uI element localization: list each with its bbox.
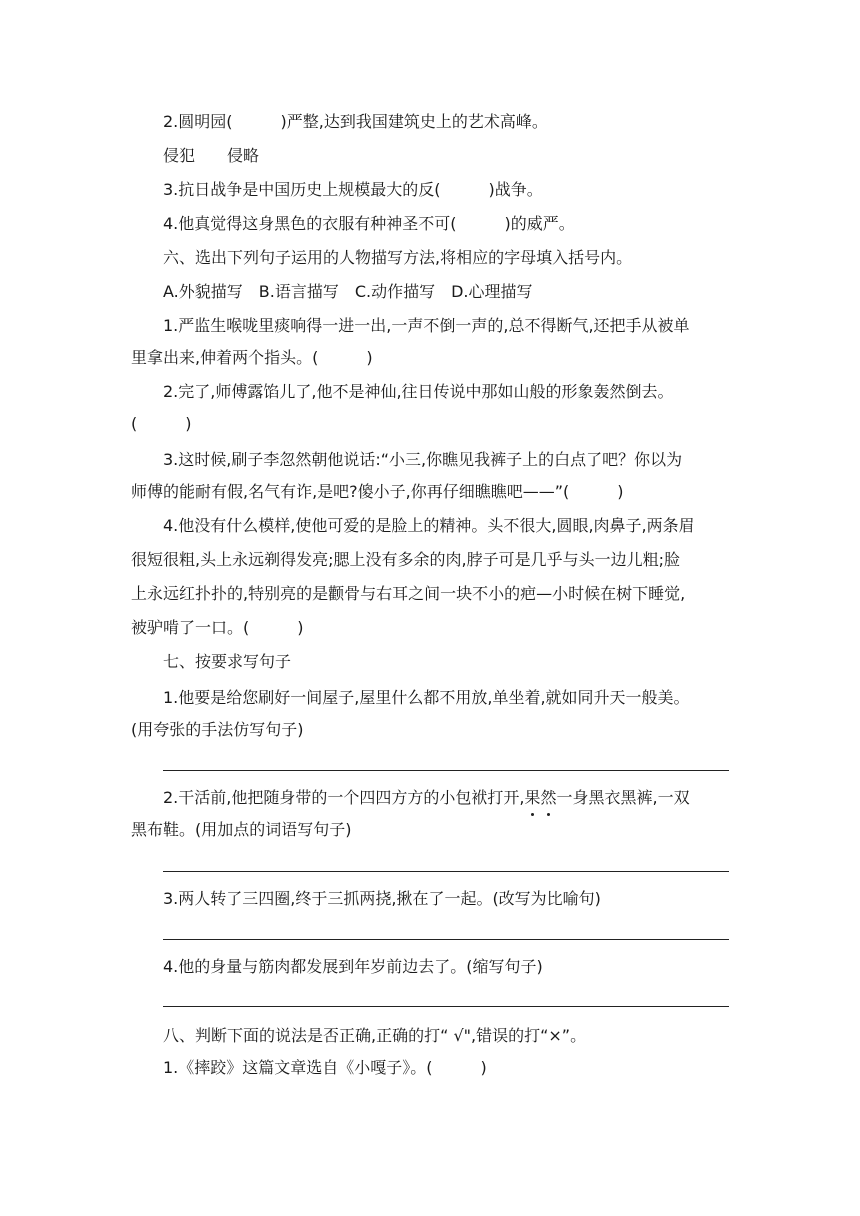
s7-q2-dotted-char-2: 然 xyxy=(540,786,556,810)
s7-answer-line-1[interactable] xyxy=(163,770,729,771)
s7-answer-line-4[interactable] xyxy=(163,1006,729,1007)
s6-question-1-line-1: 1.严监生喉咙里痰响得一进一出,一声不倒一声的,总不得断气,还把手从被单 xyxy=(163,316,690,335)
s7-q2-text-b: 一身黑衣黑裤,一双 xyxy=(556,788,690,807)
s6-question-4-line-1: 4.他没有什么模样,使他可爱的是脸上的精神。头不很大,圆眼,肉鼻子,两条眉 xyxy=(163,516,695,535)
s7-q2-text-a: 2.干活前,他把随身带的一个四四方方的小包袱打开, xyxy=(163,788,525,807)
s7-question-1-line-2: (用夸张的手法仿写句子) xyxy=(131,720,304,739)
s5-word-options: 侵犯 侵略 xyxy=(163,146,260,165)
s5-question-4: 4.他真觉得这身黑色的衣服有种神圣不可( )的威严。 xyxy=(163,214,575,233)
section-8-title: 八、判断下面的说法是否正确,正确的打“ √",错误的打“×”。 xyxy=(163,1026,587,1045)
s6-question-2-line-1: 2.完了,师傅露馅儿了,他不是神仙,往日传说中那如山般的形象轰然倒去。 xyxy=(163,382,674,401)
s7-q2-dotted-char-1: 果 xyxy=(524,786,540,810)
section-6-title: 六、选出下列句子运用的人物描写方法,将相应的字母填入括号内。 xyxy=(163,248,633,267)
s7-question-2-line-2: 黑布鞋。(用加点的词语写句子) xyxy=(131,820,352,839)
s6-question-1-line-2: 里拿出来,伸着两个指头。( ) xyxy=(131,348,373,367)
s6-question-4-line-4: 被驴啃了一口。( ) xyxy=(131,618,304,637)
s6-question-2-line-2: ( ) xyxy=(131,414,192,433)
s5-question-3: 3.抗日战争是中国历史上规模最大的反( )战争。 xyxy=(163,180,543,199)
s7-question-4: 4.他的身量与筋肉都发展到年岁前边去了。(缩写句子) xyxy=(163,957,543,976)
s6-question-3-line-2: 师傅的能耐有假,名气有诈,是吧?傻小子,你再仔细瞧瞧吧——”( ) xyxy=(131,482,624,501)
s6-question-4-line-2: 很短很粗,头上永远剃得发亮;腮上没有多余的肉,脖子可是几乎与头一边儿粗;脸 xyxy=(131,550,680,569)
s6-options: A.外貌描写 B.语言描写 C.动作描写 D.心理描写 xyxy=(163,282,533,301)
s7-answer-line-3[interactable] xyxy=(163,939,729,940)
s6-question-4-line-3: 上永远红扑扑的,特别亮的是颧骨与右耳之间一块不小的疤—小时候在树下睡觉, xyxy=(131,584,686,603)
s7-question-2-line-1 xyxy=(163,786,690,810)
s5-question-2: 2.圆明园( )严整,达到我国建筑史上的艺术高峰。 xyxy=(163,112,548,131)
s7-answer-line-2[interactable] xyxy=(163,871,729,872)
s7-question-1-line-1: 1.他要是给您刷好一间屋子,屋里什么都不用放,单坐着,就如同升天一般美。 xyxy=(163,688,690,707)
s6-question-3-line-1: 3.这时候,刷子李忽然朝他说话:“小三,你瞧见我裤子上的白点了吧？你以为 xyxy=(163,450,683,469)
s8-question-1: 1.《摔跤》这篇文章选自《小嘎子》。( ) xyxy=(163,1058,487,1077)
section-7-title: 七、按要求写句子 xyxy=(163,652,292,671)
s7-question-3: 3.两人转了三四圈,终于三抓两挠,揪在了一起。(改写为比喻句) xyxy=(163,889,601,908)
